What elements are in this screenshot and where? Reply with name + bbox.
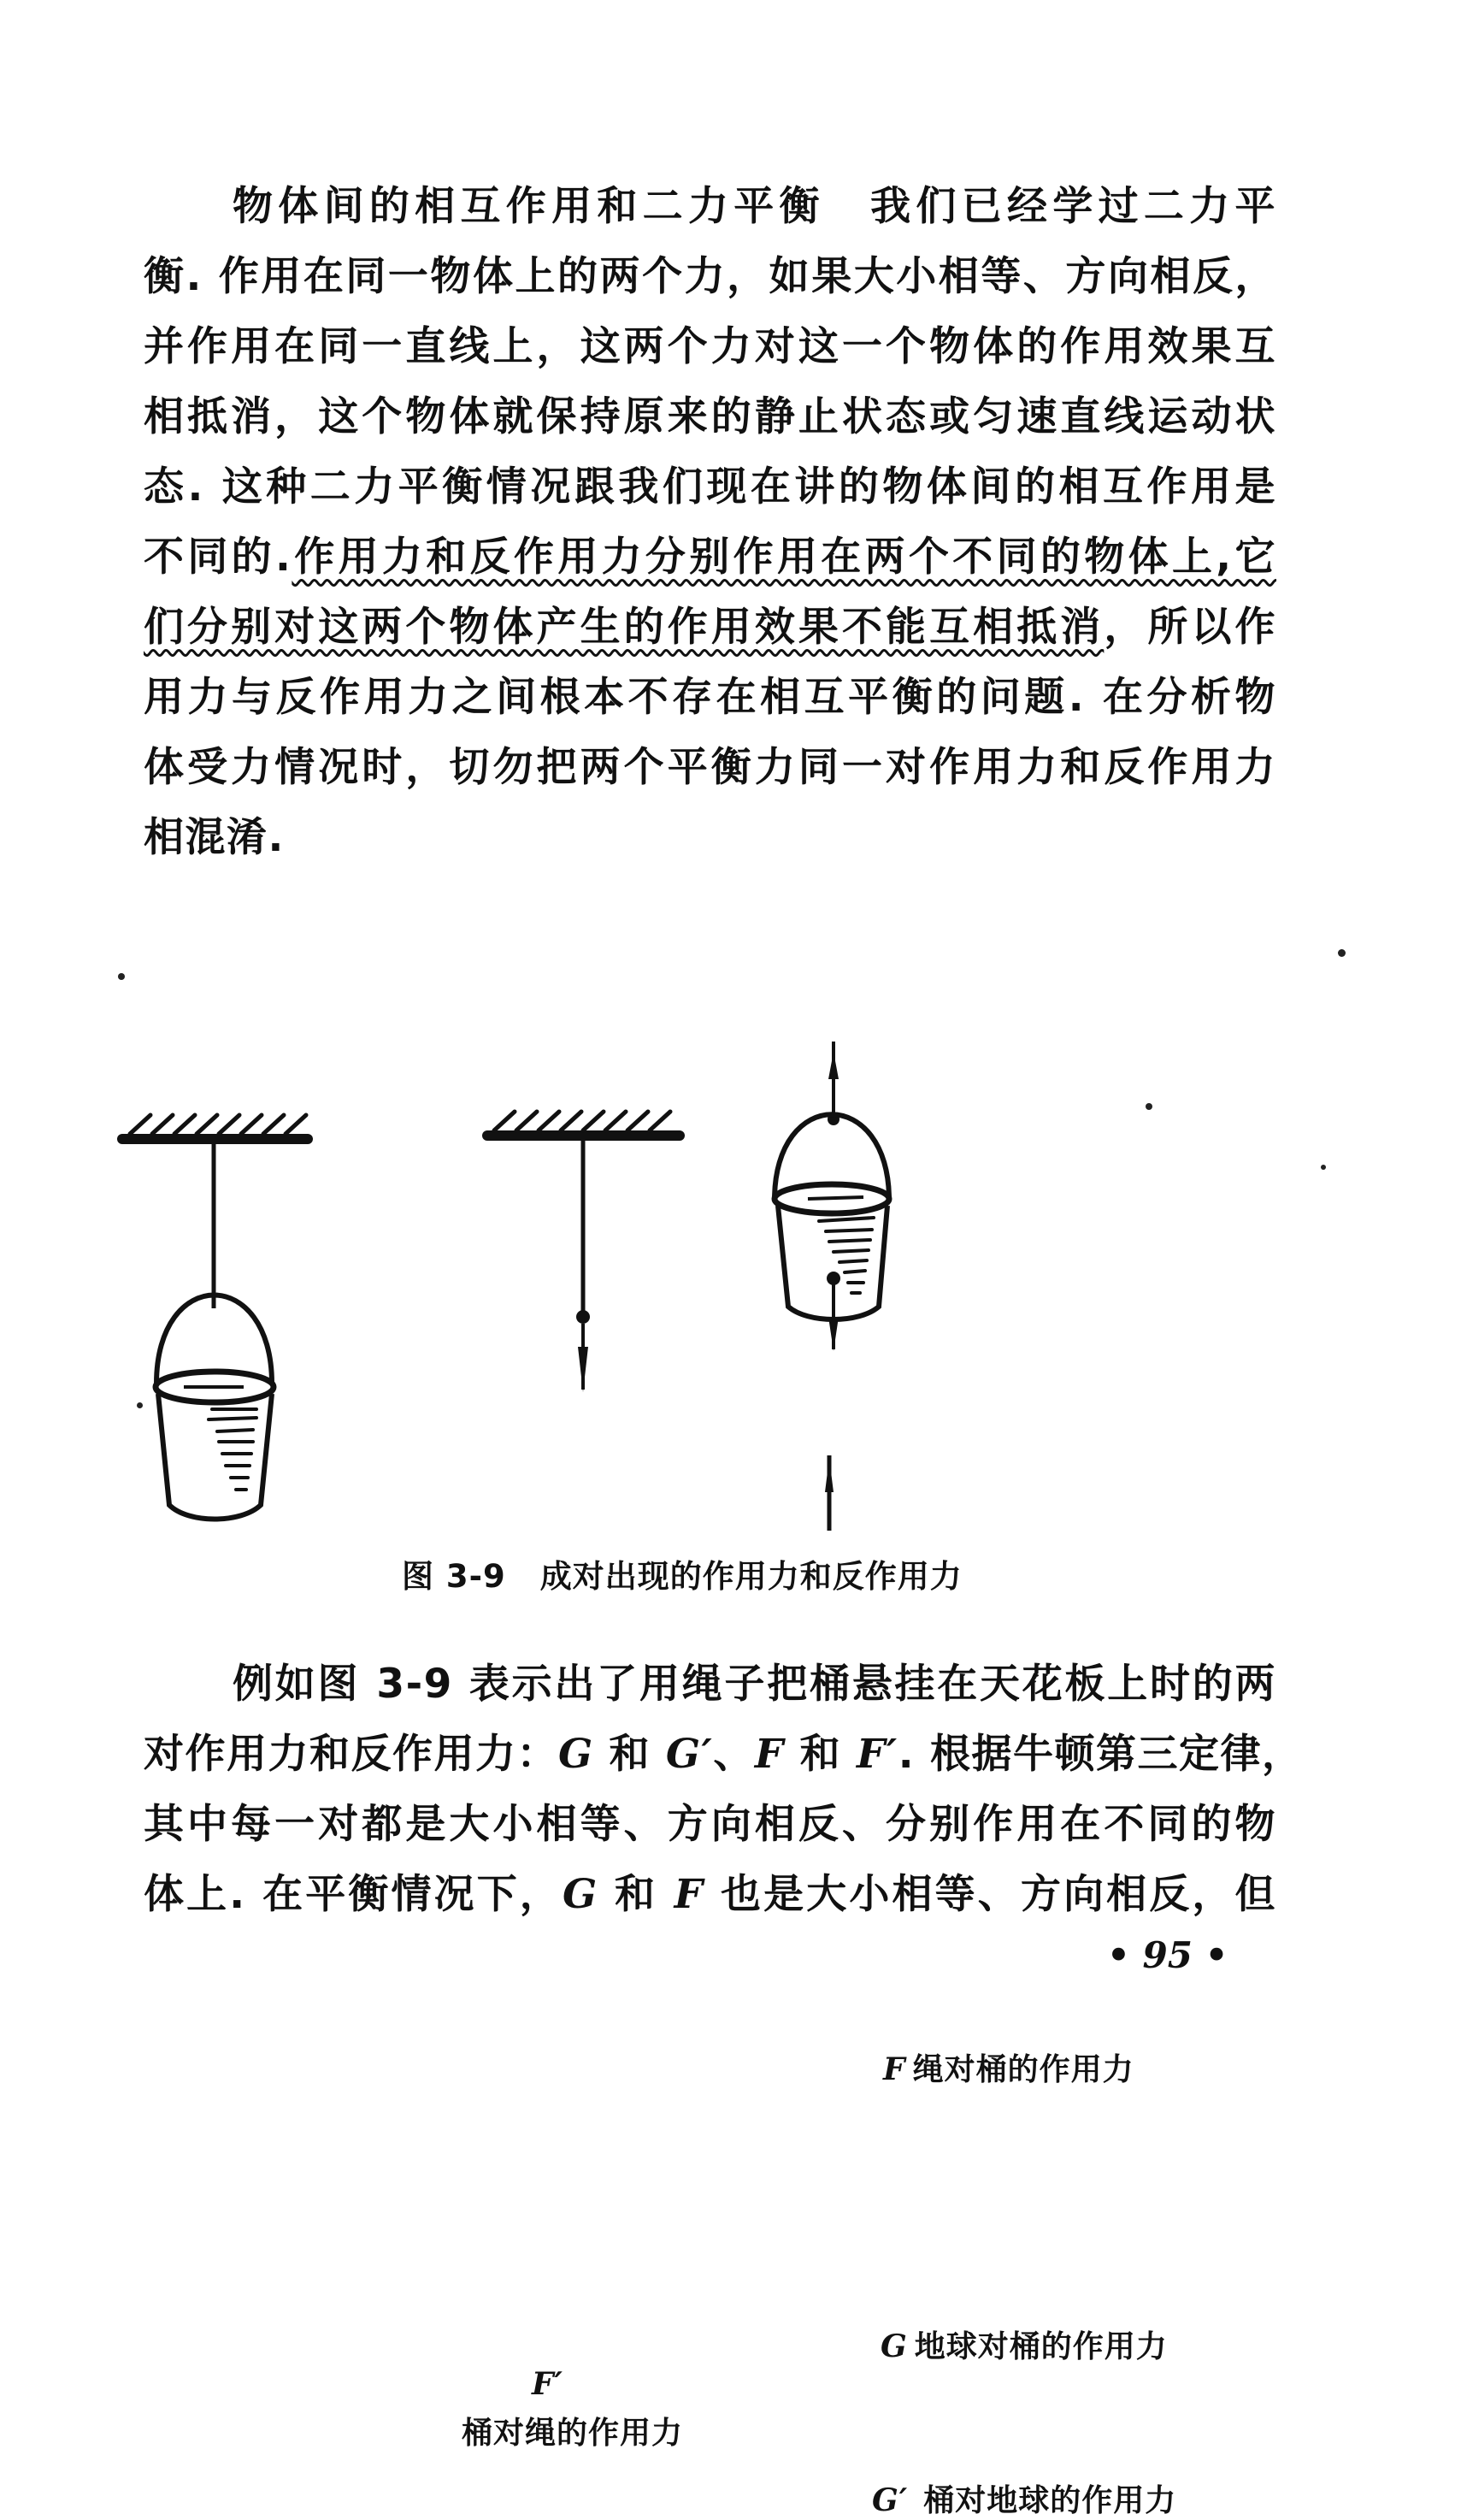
bullet-icon: •	[1205, 1934, 1228, 1976]
figure-number: 图 3-9	[402, 1558, 506, 1595]
bullet-icon: •	[1107, 1934, 1130, 1976]
scan-speck	[118, 973, 125, 980]
f-prime-arrow-icon	[578, 1324, 588, 1392]
g-arrow-icon	[828, 1283, 839, 1351]
scan-speck	[137, 1402, 143, 1408]
paragraph1-line-9: 体受力情况时，切勿把两个平衡力同一对作用力和反作用力	[144, 744, 1276, 791]
f-arrow-icon	[828, 1042, 839, 1120]
paragraph1-line-10: 相混淆.	[144, 814, 285, 861]
g-prime-label: G′ 桶对地球的作用力	[872, 2482, 1177, 2518]
paragraph2-line-3: 其中每一对都是大小相等、方向相反、分别作用在不同的物	[144, 1801, 1276, 1848]
page-number: • 95 •	[1107, 1934, 1228, 1976]
figure-caption-text: 成对出现的作用力和反作用力	[539, 1558, 963, 1595]
paragraph2-line-2: 对作用力和反作用力：G 和 G′、F 和 F′. 根据牛顿第三定律，	[144, 1731, 1304, 1778]
scan-speck	[1338, 949, 1346, 957]
paragraph1-line-5: 态. 这种二力平衡情况跟我们现在讲的物体间的相互作用是	[144, 463, 1276, 510]
f-prime-label: 桶对绳的作用力	[462, 2416, 684, 2451]
f-label: F 绳对桶的作用力	[883, 2051, 1134, 2087]
paragraph1-line-3: 并作用在同一直线上，这两个力对这一个物体的作用效果互	[144, 323, 1276, 370]
emphasized-text: 们分别对这两个物体产生的作用效果不能互相抵消	[144, 604, 1105, 651]
left-ceiling-icon	[122, 1115, 308, 1139]
paragraph1-line-6: 不同的.作用力和反作用力分别作用在两个不同的物体上,它	[144, 534, 1276, 581]
scan-speck	[1146, 1103, 1152, 1110]
paragraph1-line-1: 物体间的相互作用和二力平衡 我们已经学过二力平	[233, 183, 1277, 230]
paragraph2-line-4: 体上. 在平衡情况下，G 和 F 也是大小相等、方向相反，但	[144, 1871, 1276, 1918]
figure-caption	[402, 1556, 963, 1597]
g-label: G 地球对桶的作用力	[881, 2328, 1168, 2364]
paragraph1-line-7: 们分别对这两个物体产生的作用效果不能互相抵消，所以作	[144, 604, 1277, 651]
paragraph1-line-8: 用力与反作用力之间根本不存在相互平衡的问题. 在分析物	[144, 674, 1276, 721]
paragraph1-line-4: 相抵消，这个物体就保持原来的静止状态或匀速直线运动状	[144, 393, 1276, 440]
paragraph1-line-2: 衡. 作用在同一物体上的两个力，如果大小相等、方向相反，	[144, 253, 1276, 300]
middle-ceiling-icon	[487, 1112, 680, 1136]
f-prime-symbol: F′	[532, 2366, 564, 2402]
left-bucket-icon	[156, 1295, 274, 1520]
f-prime-application-point	[576, 1310, 590, 1324]
g-prime-arrow-icon	[825, 1455, 834, 1531]
paragraph2-line-1: 例如图 3-9 表示出了用绳子把桶悬挂在天花板上时的两	[233, 1661, 1276, 1708]
scan-speck	[1321, 1165, 1326, 1170]
force-pairs-diagram	[0, 1009, 1461, 1625]
emphasized-text: 作用力和反作用力分别作用在两个不同的物体上,它	[292, 534, 1276, 581]
section-heading: 物体间的相互作用和二力平衡	[233, 183, 825, 230]
